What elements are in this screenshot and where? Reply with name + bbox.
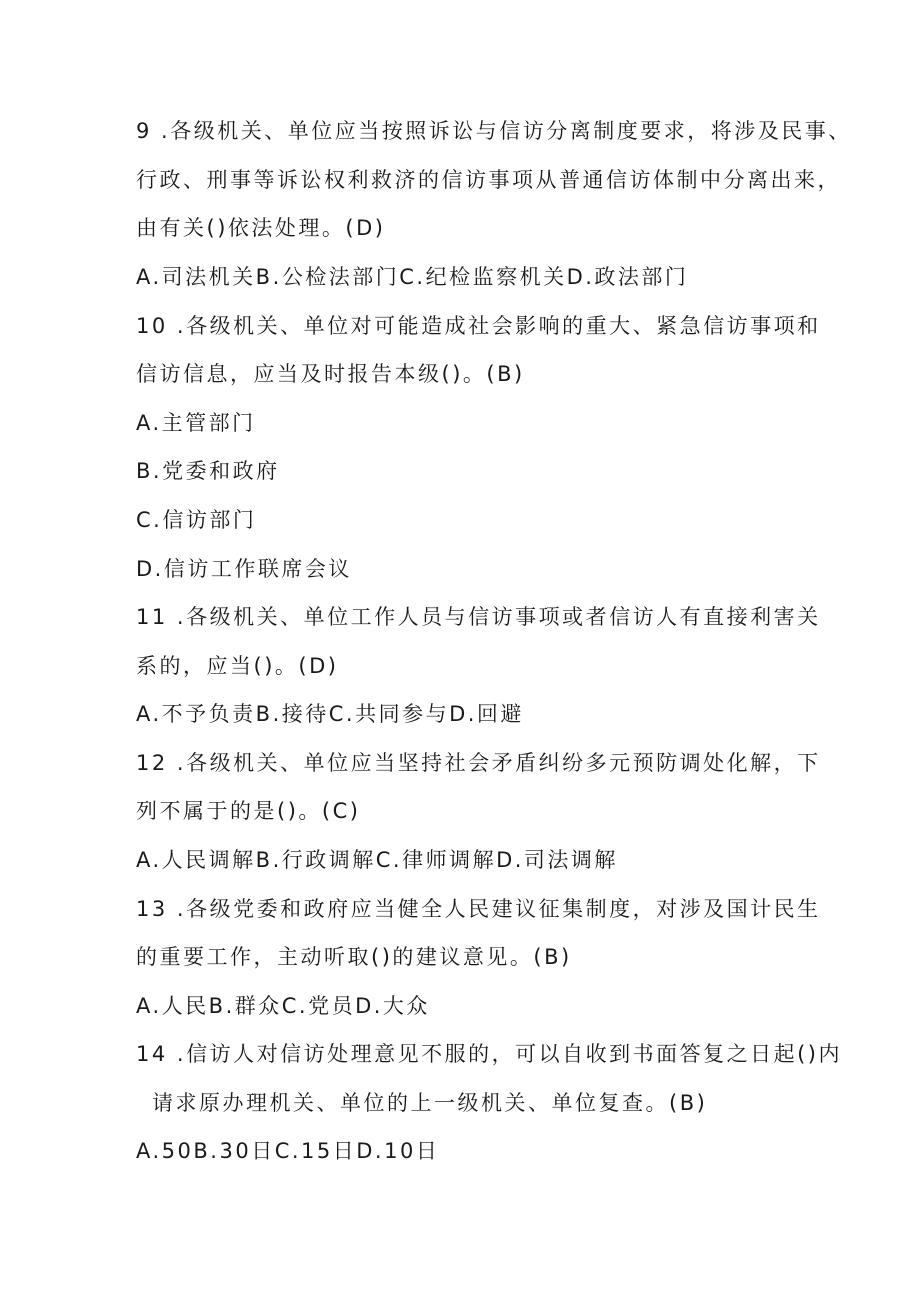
- question-12-options: A.人民调解B.行政调解C.律师调解D.司法调解: [136, 848, 618, 872]
- question-11-line-2: 系的，应当()。(D): [136, 654, 339, 678]
- question-13-line-2: 的重要工作，主动听取()的建议意见。(B): [136, 945, 572, 969]
- question-9-line-2: 行政、刑事等诉讼权利救济的信访事项从普通信访体制中分离出来，: [136, 168, 841, 192]
- question-11-line-1: 11 .各级机关、单位工作人员与信访事项或者信访人有直接利害关: [136, 605, 821, 629]
- question-13-line-1: 13 .各级党委和政府应当健全人民建议征集制度，对涉及国计民生: [136, 897, 821, 921]
- question-10-option-c: C.信访部门: [136, 508, 257, 532]
- question-9-line-1: 9 .各级机关、单位应当按照诉讼与信访分离制度要求，将涉及民事、: [136, 119, 852, 143]
- question-10-option-b: B.党委和政府: [136, 459, 280, 483]
- question-9-options: A.司法机关B.公检法部门C.纪检监察机关D.政法部门: [136, 265, 689, 289]
- question-14-options: A.50B.30日C.15日D.10日: [136, 1139, 440, 1163]
- question-12-line-2: 列不属于的是()。(C): [136, 799, 361, 823]
- question-13-options: A.人民B.群众C.党员D.大众: [136, 994, 430, 1018]
- question-14-line-2: 请求原办理机关、单位的上一级机关、单位复查。(B): [152, 1091, 708, 1115]
- question-12-line-1: 12 .各级机关、单位应当坚持社会矛盾纠纷多元预防调处化解，下: [136, 751, 821, 775]
- question-10-line-1: 10 .各级机关、单位对可能造成社会影响的重大、紧急信访事项和: [136, 314, 821, 338]
- question-10-option-a: A.主管部门: [136, 411, 256, 435]
- question-14-line-1: 14 .信访人对信访处理意见不服的，可以自收到书面答复之日起()内: [136, 1042, 842, 1066]
- question-10-line-2: 信访信息，应当及时报告本级()。(B): [136, 362, 525, 386]
- question-10-option-d: D.信访工作联席会议: [136, 557, 352, 581]
- question-11-options: A.不予负责B.接待C.共同参与D.回避: [136, 702, 524, 726]
- question-9-line-3: 由有关()依法处理。(D): [136, 216, 386, 240]
